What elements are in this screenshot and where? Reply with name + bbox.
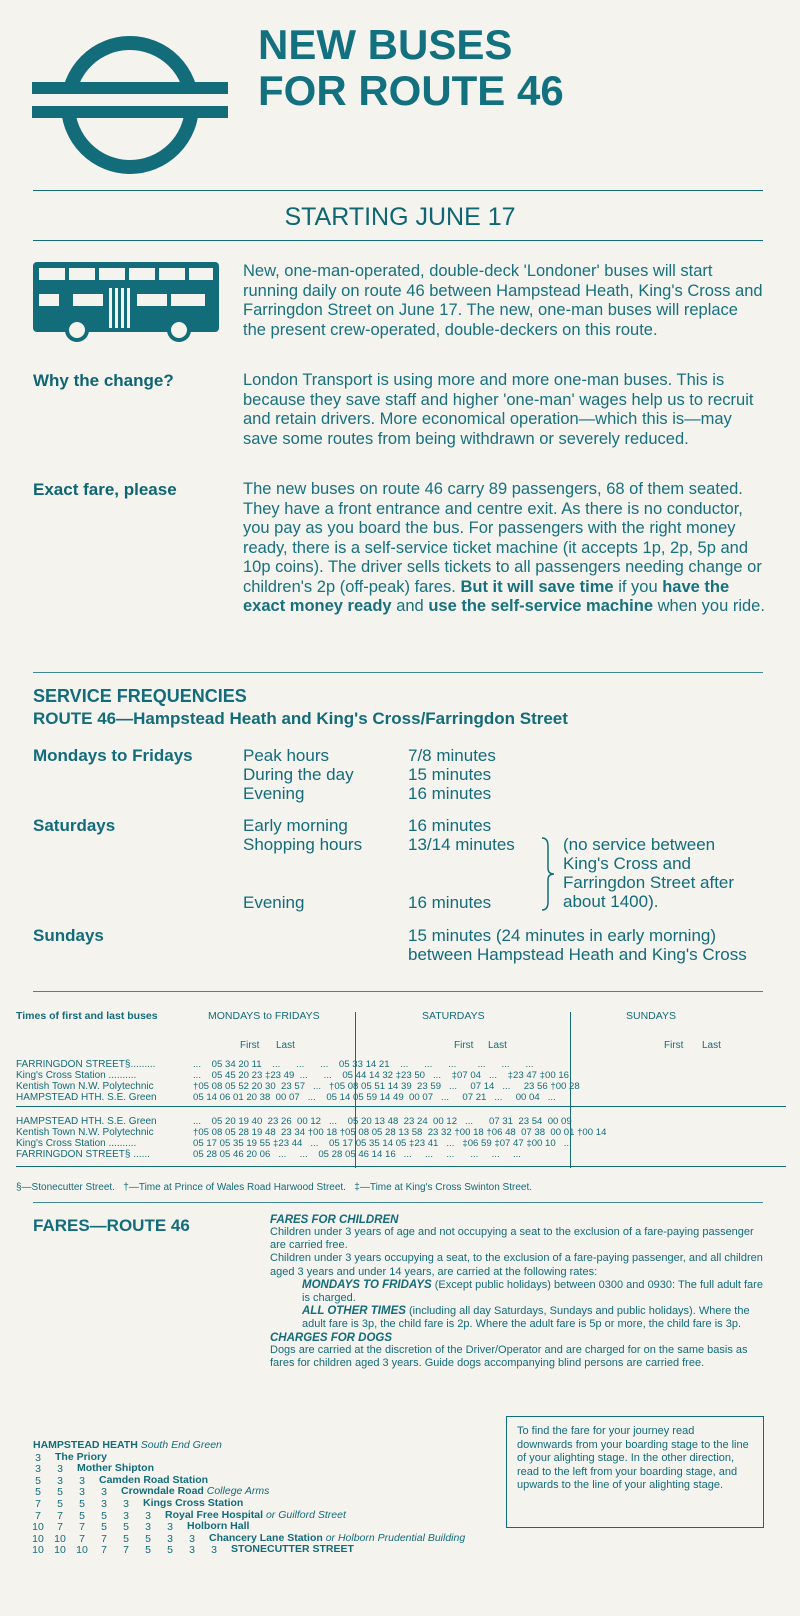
fare-value: 3 — [79, 1486, 85, 1499]
fare-value: 7 — [57, 1521, 63, 1534]
fare-bold-1: But it will save time — [460, 577, 614, 596]
block1-stop-3: HAMPSTEAD HTH. S.E. Green — [16, 1092, 157, 1103]
stage-note: or Holborn Prudential Building — [322, 1531, 466, 1544]
first-label-sat: First — [454, 1040, 474, 1051]
block1-stop-0: FARRINGDON STREET§......... — [16, 1059, 156, 1070]
fare-value: 3 — [35, 1451, 41, 1464]
mf-period-1: During the day — [243, 765, 354, 784]
block1-row-2: †05 08 05 52 20 30 23 57 ... †05 08 05 51 14 39 23 59 ... 07 14 ... 23 56 †00 28 — [193, 1081, 580, 1092]
fare-value: 7 — [101, 1532, 107, 1545]
first-label-mf: First — [240, 1040, 260, 1051]
why-text: London Transport is using more and more one-man buses. This is because they save staff and higher 'one-man' wages help us to recruit and retain drivers. More economical operation—which this is—may save some routes from being withdrawn or severely reduced. — [243, 371, 754, 448]
last-label-mf: Last — [276, 1040, 295, 1051]
fare-text-2: if you — [618, 577, 658, 596]
fare-value: 5 — [167, 1544, 173, 1557]
timetable-footnote: §—Stonecutter Street. †—Time at Prince of Wales Road Harwood Street. ‡—Time at King's Cross Swinton Street. — [16, 1182, 533, 1193]
block2-stop-1: Kentish Town N.W. Polytechnic — [16, 1127, 154, 1138]
title-line-1: NEW BUSES — [258, 21, 513, 68]
subtitle: STARTING JUNE 17 — [284, 203, 516, 231]
fare-value: 5 — [79, 1498, 85, 1510]
children-heading: FARES FOR CHILDREN — [270, 1214, 399, 1226]
fare-value: 7 — [123, 1544, 129, 1557]
block2-stop-2: King's Cross Station .......... — [16, 1138, 137, 1149]
dogs-heading: CHARGES FOR DOGS — [270, 1331, 393, 1344]
sat-freq-2: 16 minutes — [408, 893, 492, 912]
mf-freq-1: 15 minutes — [408, 765, 492, 784]
divider — [33, 1202, 763, 1203]
stage-label: Kings Cross Station — [143, 1497, 244, 1509]
fare-value: 3 — [189, 1532, 195, 1545]
why-heading: Why the change? — [33, 371, 174, 390]
sat-label: Saturdays — [33, 816, 116, 835]
fare-value: 3 — [211, 1544, 217, 1557]
stage-label: The Priory — [55, 1450, 107, 1463]
brace-icon — [540, 836, 556, 912]
fare-value: 3 — [35, 1463, 41, 1476]
other-fare-heading: ALL OTHER TIMES — [302, 1305, 406, 1318]
divider — [33, 240, 763, 241]
table-divider — [16, 1106, 786, 1107]
fare-stage-name — [231, 1544, 354, 1556]
stage-label: Royal Free Hospital — [165, 1508, 264, 1521]
block1-row-3: 05 14 06 01 20 38 00 07 ... 05 14 05 59 14 49 00 07 ... 07 21 ... 00 04 ... — [193, 1092, 556, 1103]
fare-value: 5 — [101, 1521, 107, 1534]
mf-fare-heading: MONDAYS TO FRIDAYS — [302, 1278, 432, 1291]
fare-value: 10 — [32, 1544, 44, 1557]
frequencies-title: SERVICE FREQUENCIES — [33, 686, 247, 706]
fare-value: 5 — [35, 1474, 41, 1487]
intro-text: New, one-man-operated, double-deck 'Londoner' buses will start running daily on route 46 between Hampstead Heath, King's Cross and Farringdon Street on June 17. The new, one-man buses will replace the present crew-operated, double-deckers on this route. — [243, 262, 763, 339]
fares-title: FARES—ROUTE 46 — [33, 1216, 190, 1235]
fare-value: 7 — [101, 1544, 107, 1557]
fare-value: 5 — [57, 1486, 63, 1499]
sat-period-0: Early morning — [243, 816, 348, 835]
fare-value: 3 — [145, 1509, 151, 1522]
fare-value: 5 — [145, 1532, 151, 1545]
other-fare-text: (including all day Saturdays, Sundays and public holidays). Where the adult fare is 3p, the child fare is 2p. Where the adult fare is 5p or more, the child fare is 3p. — [302, 1305, 750, 1331]
mf-period-2: Evening — [243, 784, 305, 803]
stage-label: Mother Shipton — [77, 1462, 154, 1475]
block1-stop-1: King's Cross Station .......... — [16, 1070, 137, 1081]
block2-stop-0: HAMPSTEAD HTH. S.E. Green — [16, 1116, 157, 1127]
block2-stop-3: FARRINGDON STREET§ ...... — [16, 1149, 150, 1160]
fare-text-4: when you ride. — [657, 597, 765, 615]
fare-value: 10 — [54, 1532, 66, 1545]
timetable-sat: SATURDAYS — [422, 1010, 485, 1022]
sat-freq-1: 13/14 minutes — [408, 835, 515, 854]
fare-value: 3 — [57, 1474, 63, 1487]
fare-value: 5 — [35, 1486, 41, 1499]
mf-period-0: Peak hours — [243, 746, 329, 765]
mf-label: Mondays to Fridays — [33, 746, 193, 765]
last-label-sun: Last — [702, 1040, 721, 1051]
fare-bold-2: have the exact money ready — [243, 577, 730, 615]
fare-value: 5 — [101, 1509, 107, 1522]
fare-heading: Exact fare, please — [33, 480, 177, 499]
table-divider — [16, 1166, 786, 1167]
sat-freq-0: 16 minutes — [408, 816, 492, 835]
fare-value: 5 — [79, 1509, 85, 1522]
block1-stop-2: Kentish Town N.W. Polytechnic — [16, 1081, 154, 1092]
children-p1: Children under 3 years of age and not occupying a seat to the exclusion of a fare-paying passenger are carried free. — [270, 1226, 754, 1252]
children-p2: Children under 3 years occupying a seat, to the exclusion of a fare-paying passenger, and all children aged 3 years and under 14 years, are carried at the following rates: — [270, 1252, 763, 1278]
block1-row-0: ... 05 34 20 11 ... ... ... 05 33 14 21 ... ... ... ... ... ... — [193, 1059, 534, 1070]
stage-label: HAMPSTEAD HEATH — [33, 1439, 138, 1451]
stage-note: or Guilford Street — [263, 1508, 346, 1521]
fare-value: 3 — [145, 1521, 151, 1534]
fares-children — [270, 1214, 765, 1370]
last-label-sat: Last — [488, 1040, 507, 1051]
first-label-sun: First — [664, 1040, 684, 1051]
stage-label: Crowndale Road — [121, 1485, 204, 1498]
mf-freq-2: 16 minutes — [408, 784, 492, 803]
fare-value: 5 — [123, 1532, 129, 1545]
fare-value: 7 — [79, 1521, 85, 1534]
fare-text — [243, 480, 765, 617]
sun-label: Sundays — [33, 926, 104, 945]
fare-value: 5 — [145, 1544, 151, 1557]
fare-text-1: The new buses on route 46 carry 89 passengers, 68 of them seated. They have a front entrance and centre exit. As there is no conductor, you pay as you board the bus. For passengers with the right money ready, there is a self-service ticket machine (it accepts 1p, 2p, 5p and 10p coins). The driver sells tickets to all passengers needing change or children's 2p (off-peak) fares. — [243, 480, 762, 596]
stage-label: Holborn Hall — [187, 1520, 250, 1533]
fare-instructions-box: To find the fare for your journey read downwards from your boarding stage to the line of your alighting stage. In the other direction, read to the left from your boarding stage, and upwards to the line of your alighting stage. — [506, 1416, 764, 1528]
fare-value: 7 — [79, 1532, 85, 1545]
fare-value: 5 — [123, 1521, 129, 1534]
timetable-title: Times of first and last buses — [16, 1010, 158, 1022]
fare-value: 3 — [123, 1498, 129, 1510]
block2-row-0: ... 05 20 19 40 23 26 00 12 ... 05 20 13 48 23 24 00 12 ... 07 31 23 54 00 09 — [193, 1116, 572, 1127]
fare-value: 3 — [167, 1521, 173, 1534]
stage-note: College Arms — [203, 1485, 270, 1498]
stage-label: Camden Road Station — [99, 1473, 209, 1486]
fare-value: 7 — [35, 1498, 41, 1510]
frequencies-route: ROUTE 46—Hampstead Heath and King's Cross/Farringdon Street — [33, 709, 568, 728]
fare-value: 10 — [76, 1544, 88, 1557]
timetable-mf: MONDAYS to FRIDAYS — [208, 1010, 320, 1022]
sat-period-1: Shopping hours — [243, 835, 363, 854]
fare-value: 3 — [123, 1509, 129, 1522]
block2-row-2: 05 17 05 35 19 55 ‡23 44 ... 05 17 05 35 14 05 ‡23 41 ... ‡06 59 ‡07 47 ‡00 10 ... — [193, 1138, 572, 1149]
fare-value: 3 — [101, 1486, 107, 1499]
fare-text-3: and — [396, 597, 424, 615]
bus-icon — [33, 262, 219, 344]
sat-note: (no service between King's Cross and Farringdon Street after about 1400). — [563, 835, 735, 911]
sat-period-2: Evening — [243, 893, 305, 912]
stage-label: Chancery Lane Station — [209, 1531, 323, 1544]
title-line-2: FOR ROUTE 46 — [258, 67, 564, 114]
fare-bold-3: use the self-service machine — [428, 597, 654, 615]
stage-note: South End Green — [137, 1439, 222, 1451]
sun-text: 15 minutes (24 minutes in early morning) between Hampstead Heath and King's Cross — [408, 926, 747, 964]
block2-row-1: †05 08 05 28 19 48 23 34 †00 18 †05 08 05 28 13 58 23 32 †00 18 †06 48 07 38 00 01 †00 14 — [193, 1127, 607, 1138]
fare-value: 7 — [35, 1509, 41, 1522]
fare-value: 3 — [101, 1498, 107, 1510]
fare-value: 10 — [32, 1521, 44, 1534]
fare-value: 3 — [79, 1474, 85, 1487]
roundel-logo — [30, 34, 230, 176]
dogs-text: Dogs are carried at the discretion of the Driver/Operator and are charged for on the same basis as fares for children aged 3 years. Guide dogs accompanying blind persons are carried free. — [270, 1343, 748, 1369]
fare-value: 7 — [57, 1509, 63, 1522]
divider — [33, 991, 763, 992]
timetable-sun: SUNDAYS — [626, 1010, 676, 1022]
stage-label: STONECUTTER STREET — [231, 1543, 354, 1556]
mf-fare-text: (Except public holidays) between 0300 and 0930: The full adult fare is charged. — [302, 1278, 763, 1305]
block2-row-3: 05 28 05 46 20 06 ... ... 05 28 05 46 14 16 ... ... ... ... ... ... — [193, 1149, 521, 1160]
fare-value: 10 — [32, 1532, 44, 1545]
fare-value: 3 — [57, 1463, 63, 1476]
fare-value: 3 — [167, 1532, 173, 1545]
divider — [33, 190, 763, 191]
fare-value: 3 — [189, 1544, 195, 1557]
block1-row-1: ... 05 45 20 23 ‡23 49 ... ... 05 44 14 32 ‡23 50 ... ‡07 04 ... ‡23 47 ‡00 16 — [193, 1070, 570, 1081]
fare-value: 5 — [57, 1498, 63, 1510]
mf-freq-0: 7/8 minutes — [408, 746, 496, 765]
page-title — [258, 22, 564, 114]
fare-value: 10 — [54, 1544, 66, 1557]
divider — [33, 672, 763, 673]
